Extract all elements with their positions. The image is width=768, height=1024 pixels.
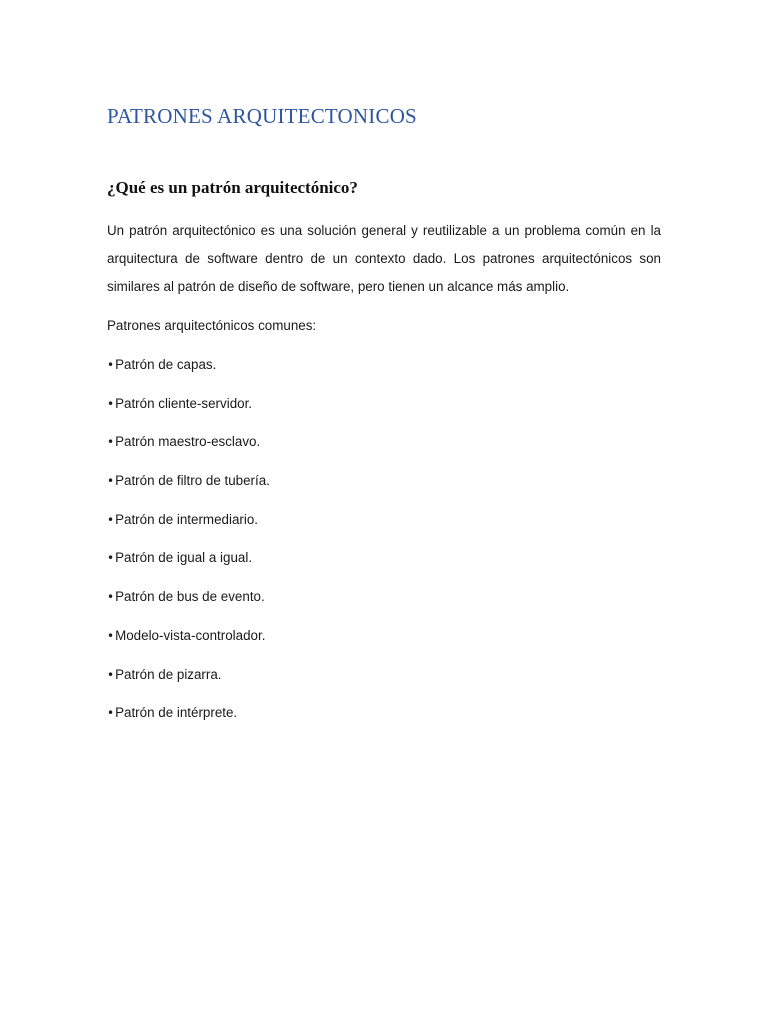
- list-heading: Patrones arquitectónicos comunes:: [107, 318, 317, 333]
- bullet-icon: •: [107, 667, 115, 682]
- list-item-text: Patrón cliente-servidor.: [115, 395, 253, 411]
- list-item: [107, 471, 270, 510]
- list-item: [107, 703, 270, 742]
- list-item: [107, 626, 270, 665]
- list-item-text: Patrón maestro-esclavo.: [115, 434, 261, 450]
- list-item-text: Patrón de filtro de tubería.: [115, 473, 270, 489]
- bullet-icon: •: [107, 628, 115, 643]
- bullet-icon: •: [107, 706, 115, 721]
- list-item-text: Patrón de igual a igual.: [115, 550, 253, 566]
- bullet-icon: •: [107, 474, 115, 489]
- pattern-list: [107, 355, 270, 742]
- bullet-icon: •: [107, 551, 115, 566]
- list-item: [107, 394, 270, 433]
- definition-paragraph: Un patrón arquitectónico es una solución general y reutilizable a un problema común en la arquitectura de software dentro de un contexto dado. Los patrones arquitectónicos son similares al patrón de diseño de software, pero tienen un alcance más amplio.: [107, 223, 661, 294]
- list-item: [107, 665, 270, 704]
- bullet-icon: •: [107, 512, 115, 527]
- list-item-text: Patrón de pizarra.: [115, 666, 222, 682]
- list-item: [107, 510, 270, 549]
- list-item: [107, 355, 270, 394]
- list-item-text: Modelo-vista-controlador.: [115, 627, 266, 643]
- list-item: [107, 432, 270, 471]
- document-title: PATRONES ARQUITECTONICOS: [107, 104, 417, 128]
- section-question: ¿Qué es un patrón arquitectónico?: [107, 178, 358, 197]
- list-item-text: Patrón de intérprete.: [115, 705, 238, 721]
- bullet-icon: •: [107, 358, 115, 372]
- list-item-text: Patrón de intermediario.: [115, 511, 258, 527]
- list-item: [107, 548, 270, 587]
- bullet-icon: •: [107, 396, 115, 411]
- bullet-icon: •: [107, 590, 115, 605]
- list-item: [107, 587, 270, 626]
- list-item-text: Patrón de capas.: [115, 357, 217, 372]
- list-item-text: Patrón de bus de evento.: [115, 589, 265, 605]
- bullet-icon: •: [107, 435, 115, 450]
